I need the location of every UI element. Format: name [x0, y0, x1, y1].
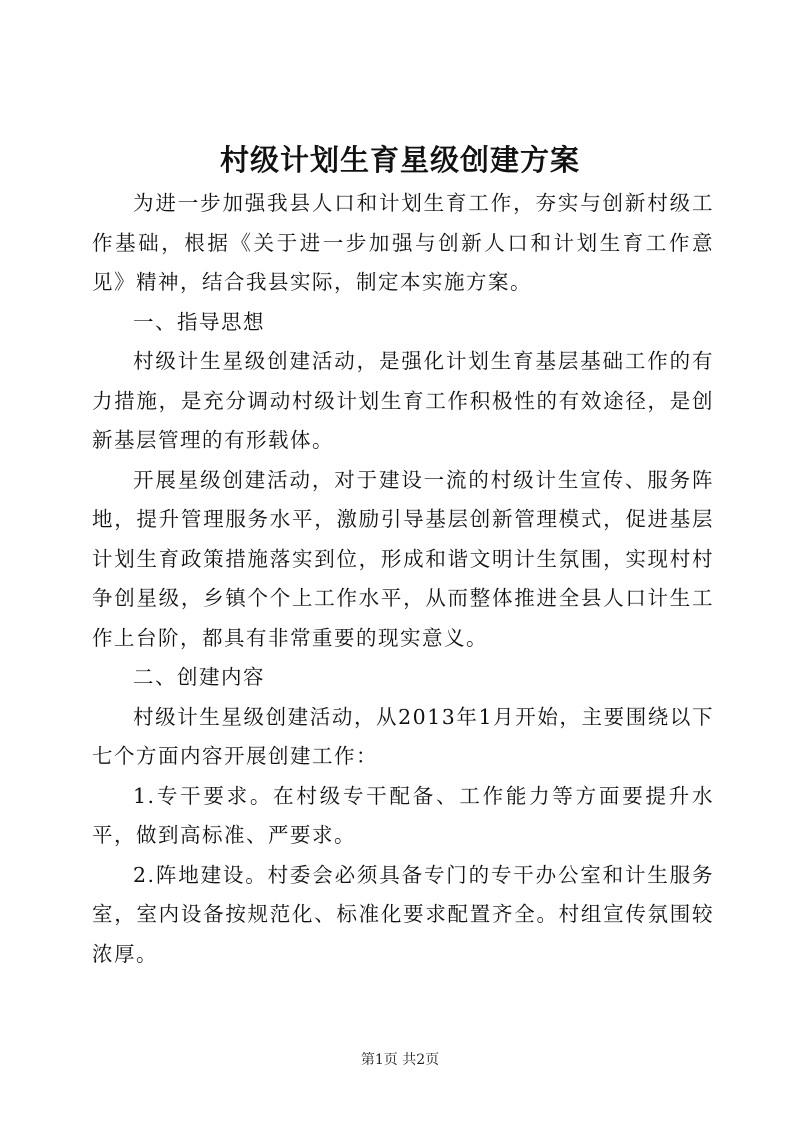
- section-heading-guiding-thought: 一、指导思想: [133, 309, 265, 334]
- intro-paragraph: 为进一步加强我县人口和计划生育工作，夯实与创新村级工作基础，根据《关于进一步加强与创新人口和计划生育工作意见》精神，结合我县实际，制定本实施方案。: [92, 191, 714, 294]
- section-heading-creation-content: 二、创建内容: [133, 665, 265, 689]
- item-facility-construction: 2.阵地建设。村委会必须具备专门的专干办公室和计生服务室，室内设备按规范化、标准化要求配置齐全。村组宣传氛围较浓厚。: [92, 862, 714, 966]
- document-body: [92, 184, 714, 974]
- creation-content-paragraph: 村级计生星级创建活动，从2013年1月开始，主要围绕以下七个方面内容开展创建工作：: [92, 704, 714, 768]
- item-staff-requirements: 1.专干要求。在村级专干配备、工作能力等方面要提升水平，做到高标准、严要求。: [92, 783, 714, 847]
- guiding-thought-paragraph: 村级计生星级创建活动，是强化计划生育基层基础工作的有力措施，是充分调动村级计划生育工作积极性的有效途径，是创新基层管理的有形载体。: [92, 349, 714, 452]
- page-number-footer: 第1页 共2页: [360, 1052, 440, 1068]
- significance-paragraph: 开展星级创建活动，对于建设一流的村级计生宣传、服务阵地，提升管理服务水平，激励引导基层创新管理模式，促进基层计划生育政策措施落实到位，形成和谐文明计生氛围，实现村村争创星级，乡镇个个上工作水平，从而整体推进全县人口计生工作上台阶，都具有非常重要的现实意义。: [92, 467, 714, 650]
- document-title: 村级计划生育星级创建方案: [219, 143, 580, 177]
